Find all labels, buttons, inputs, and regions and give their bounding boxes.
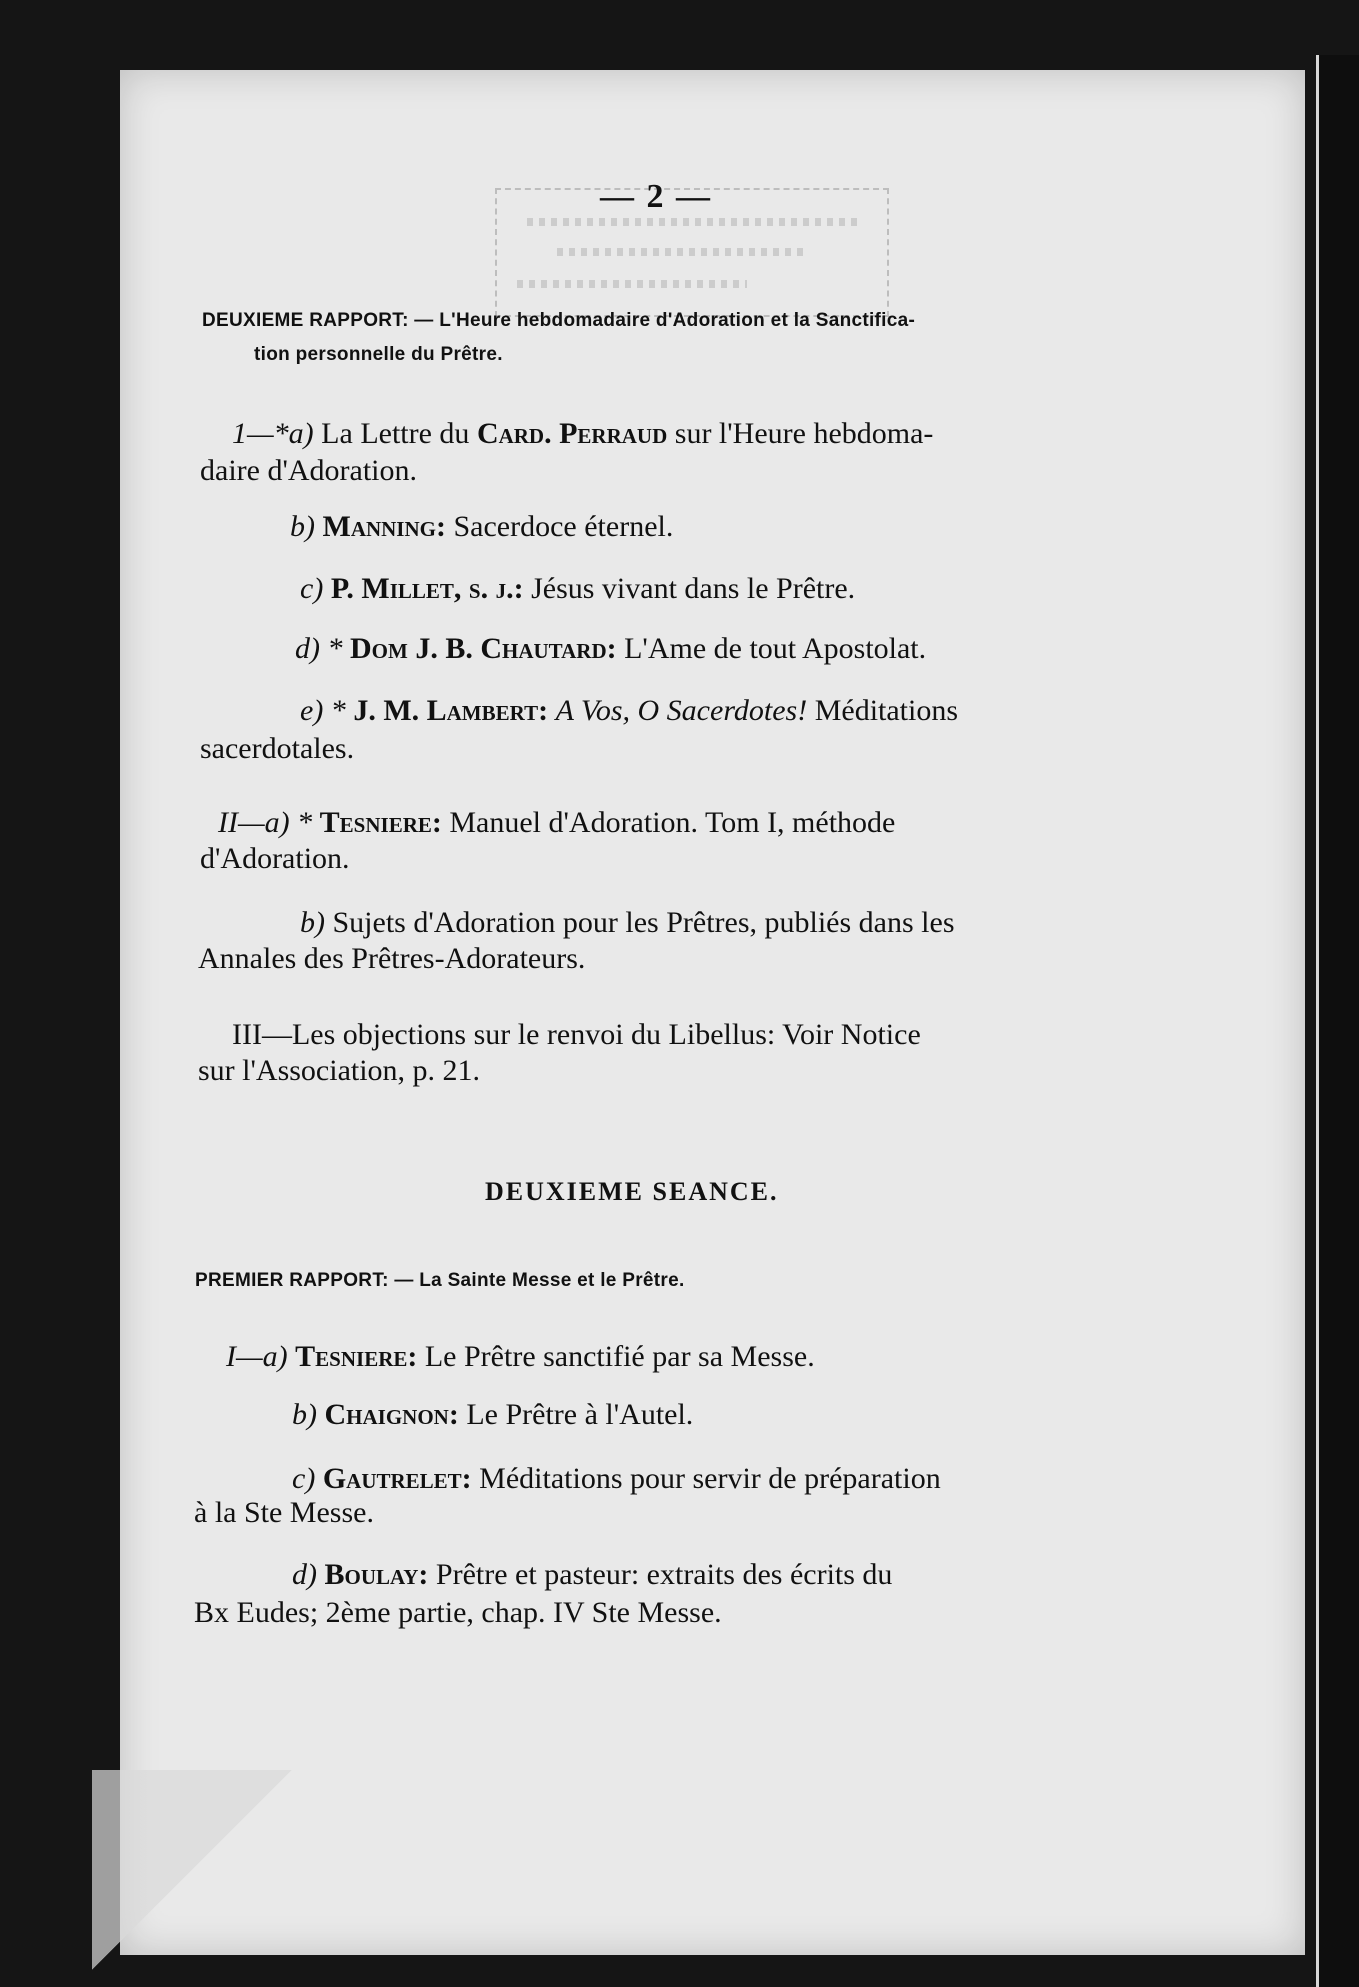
report-title: La Sainte Messe et le Prêtre.: [419, 1270, 685, 1291]
report-label: PREMIER RAPPORT: —: [195, 1270, 414, 1291]
section-heading: DEUXIEME SEANCE.: [485, 1177, 779, 1206]
entry-prefix: c): [300, 572, 324, 605]
report-heading-line2: tion personnelle du Prêtre.: [254, 344, 503, 365]
report-title: L'Heure hebdomadaire d'Adoration et la Sanctifica-: [439, 310, 916, 331]
entry-text: L'Ame de tout Apostolat.: [624, 632, 927, 665]
entry-2a: [218, 806, 895, 840]
entry-author: Manning:: [322, 510, 446, 543]
entry-2b-cont: Annales des Prêtres-Adorateurs.: [198, 942, 586, 975]
entry-text: Manuel d'Adoration. Tom I, méthode: [449, 806, 896, 839]
entry-1d: [295, 632, 926, 666]
entry-1e: [300, 694, 958, 728]
entry-2a-cont: d'Adoration.: [200, 842, 350, 875]
entry-text: Méditations pour servir de préparation: [479, 1462, 941, 1495]
adjacent-page-edge: [1316, 55, 1359, 1987]
entry-prefix: d): [292, 1558, 317, 1591]
entry-prefix: II—a) *: [218, 806, 313, 839]
entry-text: Le Prêtre sanctifié par sa Messe.: [424, 1340, 815, 1373]
entry-prefix: b): [292, 1398, 317, 1431]
entry-author: Card. Perraud: [476, 417, 668, 450]
entry-text: Sacerdoce éternel.: [453, 510, 674, 543]
entry-text: Le Prêtre à l'Autel.: [466, 1398, 694, 1431]
entry-3-cont: sur l'Association, p. 21.: [198, 1054, 481, 1087]
entry-text-rest: sur l'Heure hebdoma-: [674, 417, 934, 450]
entry-prefix: 1—*a): [232, 417, 314, 450]
entry-2b: [300, 906, 955, 940]
entry-author: Chaignon:: [324, 1398, 459, 1431]
entry-1b: [290, 510, 673, 544]
page-number: — 2 —: [600, 178, 712, 215]
entry-4c-cont: à la Ste Messe.: [194, 1496, 374, 1529]
entry-author: P. Millet, s. j.:: [330, 572, 524, 605]
entry-prefix: I—a): [226, 1340, 288, 1373]
entry-prefix: c): [292, 1462, 316, 1495]
entry-text: Prêtre et pasteur: extraits des écrits du: [435, 1558, 893, 1591]
entry-prefix: b): [300, 906, 325, 939]
entry-title: A Vos, O Sacerdotes!: [555, 694, 808, 727]
entry-text: Méditations: [814, 694, 959, 727]
entry-4d-cont: Bx Eudes; 2ème partie, chap. IV Ste Messe.: [194, 1596, 722, 1629]
entry-prefix: b): [290, 510, 315, 543]
entry-1a: [232, 417, 933, 451]
entry-author: Tesniere:: [295, 1340, 418, 1373]
entry-3: III—Les objections sur le renvoi du Libellus: Voir Notice: [232, 1018, 921, 1051]
entry-4c: [292, 1462, 941, 1496]
entry-1e-cont: sacerdotales.: [200, 732, 355, 765]
entry-text: Jésus vivant dans le Prêtre.: [531, 572, 856, 605]
report-heading-line1: [202, 310, 915, 332]
entry-author: J. M. Lambert:: [353, 694, 549, 727]
entry-1c: [300, 572, 855, 606]
entry-4d: [292, 1558, 892, 1592]
entry-prefix: e) *: [300, 694, 346, 727]
entry-author: Boulay:: [324, 1558, 429, 1591]
entry-1a-cont: daire d'Adoration.: [200, 454, 418, 487]
entry-author: Tesniere:: [319, 806, 442, 839]
entry-author: Gautrelet:: [322, 1462, 472, 1495]
entry-text: Sujets d'Adoration pour les Prêtres, publiés dans les: [332, 906, 955, 939]
report-label: DEUXIEME RAPPORT: —: [202, 310, 434, 331]
premier-rapport-heading: [195, 1270, 685, 1292]
entry-prefix: d) *: [295, 632, 343, 665]
entry-author: Dom J. B. Chautard:: [350, 632, 617, 665]
entry-text: La Lettre du: [321, 417, 470, 450]
entry-4b: [292, 1398, 693, 1432]
entry-4a: [226, 1340, 815, 1374]
